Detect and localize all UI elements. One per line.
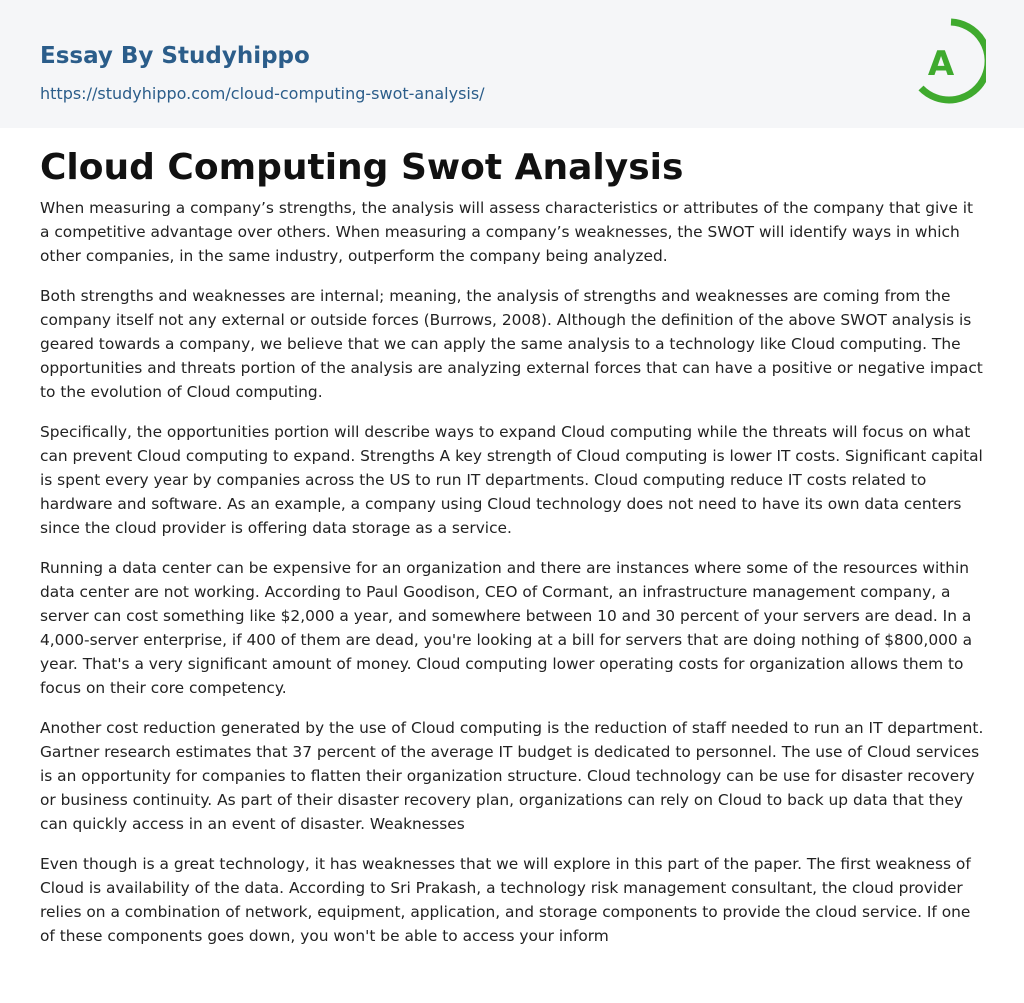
logo-letter: A: [927, 44, 955, 84]
studyhippo-logo-icon[interactable]: [916, 18, 986, 104]
page-title: Cloud Computing Swot Analysis: [40, 147, 684, 188]
article-paragraph: Even though is a great technology, it has weaknesses that we will explore in this part of the paper. The first weakness of Cloud is availability of the data. According to Sri Prakash, a technology risk management consultant, the cloud provider relies on a combination of network, equipment, application, and storage components to provide the cloud service. If one of these components goes down, you won't be able to access your inform: [40, 855, 971, 945]
article-paragraph: Running a data center can be expensive for an organization and there are instances where some of the resources within data center are not working. According to Paul Goodison, CEO of Cormant, an infrastructure management company, a server can cost something like $2,000 a year, and somewhere between 10 and 30 percent of your servers are dead. In a 4,000-server enterprise, if 400 of them are dead, you're looking at a bill for servers that are doing nothing of $800,000 a year. That's a very significant amount of money. Cloud computing lower operating costs for organization allows them to focus on their core competency.: [40, 559, 973, 697]
source-url[interactable]: https://studyhippo.com/cloud-computing-swot-analysis/: [40, 84, 485, 103]
article-paragraph: Another cost reduction generated by the use of Cloud computing is the reduction of staff needed to run an IT department. Gartner research estimates that 37 percent of the average IT budget is dedicated to personnel. The use of Cloud services is an opportunity for companies to flatten their organization structure. Cloud technology can be use for disaster recovery or business continuity. As part of their disaster recovery plan, organizations can rely on Cloud to back up data that they can quickly access in an event of disaster. Weaknesses: [40, 719, 984, 833]
page-header: [0, 0, 1024, 128]
article: [0, 128, 1024, 948]
article-paragraph: Both strengths and weaknesses are internal; meaning, the analysis of strengths and weaknesses are coming from the company itself not any external or outside forces (Burrows, 2008). Although the definition of the above SWOT analysis is geared towards a company, we believe that we can apply the same analysis to a technology like Cloud computing. The opportunities and threats portion of the analysis are analyzing external forces that can have a positive or negative impact to the evolution of Cloud computing.: [40, 287, 983, 401]
brand-title[interactable]: Essay By Studyhippo: [40, 43, 310, 69]
article-paragraph: Specifically, the opportunities portion will describe ways to expand Cloud computing while the threats will focus on what can prevent Cloud computing to expand. Strengths A key strength of Cloud computing is lower IT costs. Significant capital is spent every year by companies across the US to run IT departments. Cloud computing reduce IT costs related to hardware and software. As an example, a company using Cloud technology does not need to have its own data centers since the cloud provider is offering data storage as a service.: [40, 423, 983, 537]
article-paragraph: When measuring a company’s strengths, the analysis will assess characteristics or attributes of the company that give it a competitive advantage over others. When measuring a company’s weaknesses, the SWOT will identify ways in which other companies, in the same industry, outperform the company being analyzed.: [40, 199, 974, 265]
